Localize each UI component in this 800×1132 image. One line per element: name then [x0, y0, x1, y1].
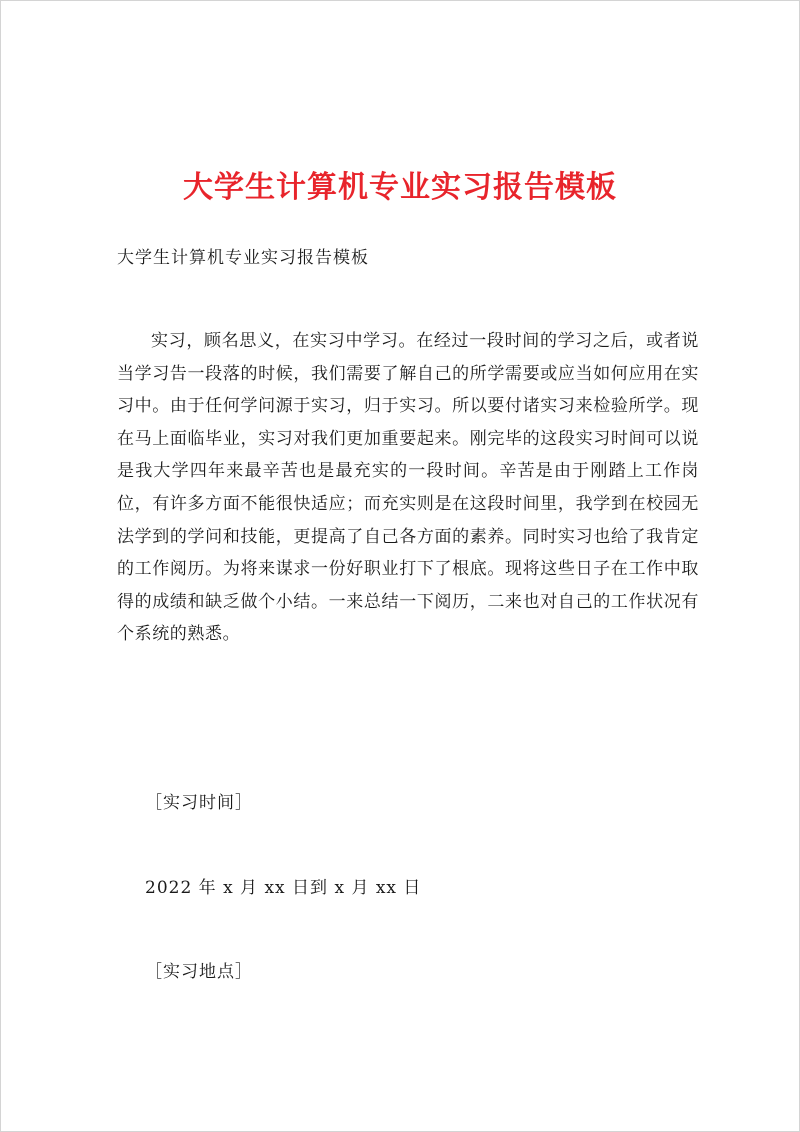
- section-heading-internship-place: ［实习地点］: [145, 962, 253, 982]
- intro-paragraph: 实习，顾名思义，在实习中学习。在经过一段时间的学习之后，或者说当学习告一段落的时候，我们需要了解自己的所学需要或应当如何应用在实习中。由于任何学问源于实习，归于实习。所以要付诸实习来检验所学。现在马上面临毕业，实习对我们更加重要起来。刚完毕的这段实习时间可以说是我大学四年来最辛苦也是最充实的一段时间。辛苦是由于刚踏上工作岗位，有许多方面不能很快适应；而充实则是在这段时间里，我学到在校园无法学到的学问和技能，更提高了自己各方面的素养。同时实习也给了我肯定的工作阅历。为将来谋求一份好职业打下了根底。现将这些日子在工作中取得的成绩和缺乏做个小结。一来总结一下阅历，二来也对自己的工作状况有个系统的熟悉。: [117, 331, 699, 645]
- internship-date-range: 2022 年 x 月 xx 日到 x 月 xx 日: [145, 878, 422, 898]
- section-heading-internship-time: ［实习时间］: [145, 793, 253, 813]
- document-title: 大学生计算机专业实习报告模板: [183, 170, 617, 205]
- document-subtitle: 大学生计算机专业实习报告模板: [117, 248, 369, 268]
